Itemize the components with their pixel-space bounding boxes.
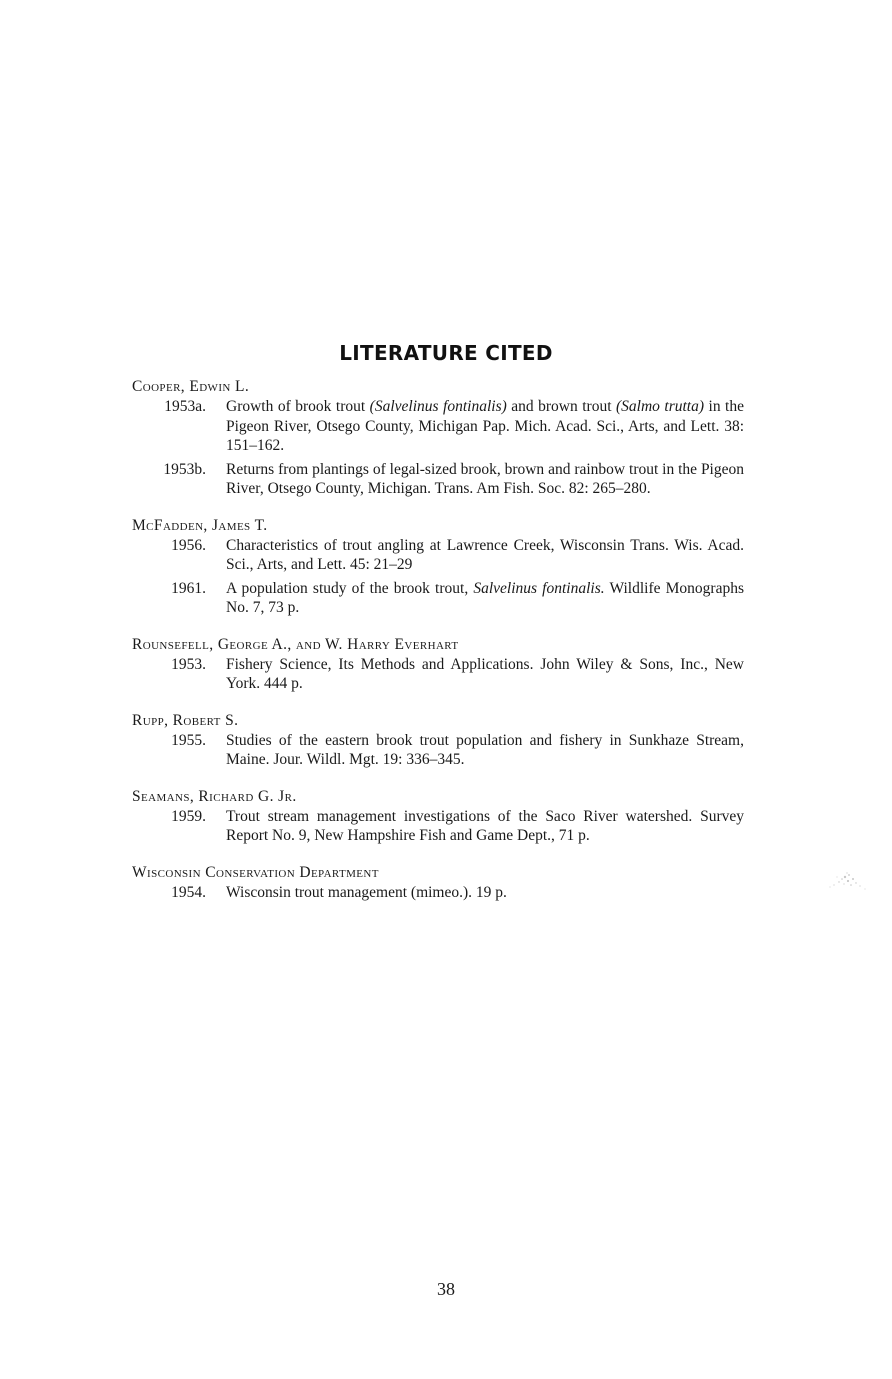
reference-year: 1953b. (163, 460, 206, 478)
page-number: 38 (437, 1279, 455, 1299)
reference-text (226, 397, 744, 456)
reference-text (226, 731, 744, 770)
reference-text-part: in the Pigeon River, Otsego County, Michigan Pap. Mich. Acad. Sci., Arts, and Lett. 38: 151–162. (226, 398, 744, 454)
reference-text-part: Growth of brook trout (226, 398, 370, 415)
reference-author: Cooper, Edwin L. (132, 378, 250, 395)
reference-text-part: Studies of the eastern brook trout population and fishery in Sunkhaze Stream, Maine. Jour. Wildl. Mgt. 19: 336–345. (226, 731, 744, 768)
reference-entry (132, 397, 744, 456)
reference-group (132, 711, 744, 770)
reference-author: Wisconsin Conservation Department (132, 863, 379, 881)
reference-group (132, 787, 744, 846)
reference-entry (132, 807, 744, 846)
reference-entry (132, 460, 744, 499)
reference-text (226, 807, 744, 846)
reference-author: McFadden, James T. (132, 516, 268, 534)
reference-year: 1954. (171, 883, 206, 901)
reference-year: 1955. (171, 731, 206, 749)
reference-year: 1956. (171, 536, 206, 554)
reference-author: Rounsefell, George A., and W. Harry Everhart (132, 635, 459, 653)
reference-author: Rupp, Robert S. (132, 711, 239, 729)
reference-text (226, 883, 744, 903)
reference-text-part: Trout stream management investigations of the Saco River watershed. Survey Report No. 9, New Hampshire Fish and Game Dept., 71 p. (226, 807, 744, 844)
reference-entry (132, 883, 744, 903)
reference-text-part: Wisconsin trout management (mimeo.). 19 p. (226, 883, 507, 901)
reference-entry (132, 536, 744, 575)
reference-year: 1953a. (164, 398, 206, 415)
page-title: LITERATURE CITED (339, 341, 553, 365)
reference-author: Seamans, Richard G. Jr. (132, 787, 297, 805)
scan-smudge-icon (815, 865, 875, 895)
reference-text-part: Fishery Science, Its Methods and Applications. John Wiley & Sons, Inc., New York. 444 p. (226, 655, 744, 692)
reference-text-part: Characteristics of trout angling at Lawrence Creek, Wisconsin Trans. Wis. Acad. Sci., Arts, and Lett. 45: 21–29 (226, 536, 744, 573)
reference-entry (132, 655, 744, 694)
reference-group (132, 516, 744, 618)
species-name: (Salmo trutta) (616, 398, 705, 415)
reference-text-part: Returns from plantings of legal-sized brook, brown and rainbow trout in the Pigeon River, Otsego County, Michigan. Trans. Am Fish. Soc. 82: 265–280. (226, 460, 744, 497)
reference-text (226, 579, 744, 618)
reference-list (132, 377, 744, 919)
reference-text-part: and brown trout (506, 398, 616, 415)
reference-group (132, 863, 744, 903)
reference-entry (132, 579, 744, 618)
reference-entry (132, 731, 744, 770)
reference-group (132, 377, 744, 499)
reference-year: 1961. (171, 579, 206, 597)
reference-text-part: Wildlife Monographs No. 7, 73 p. (226, 579, 744, 616)
reference-text (226, 655, 744, 694)
reference-text (226, 460, 744, 499)
reference-text (226, 536, 744, 575)
reference-text-part: A population study of the brook trout, (226, 579, 474, 597)
species-name: Salvelinus fontinalis. (473, 579, 605, 597)
reference-year: 1959. (171, 807, 206, 825)
reference-year: 1953. (171, 655, 206, 673)
species-name: (Salvelinus fontinalis) (369, 398, 507, 415)
reference-group (132, 635, 744, 694)
